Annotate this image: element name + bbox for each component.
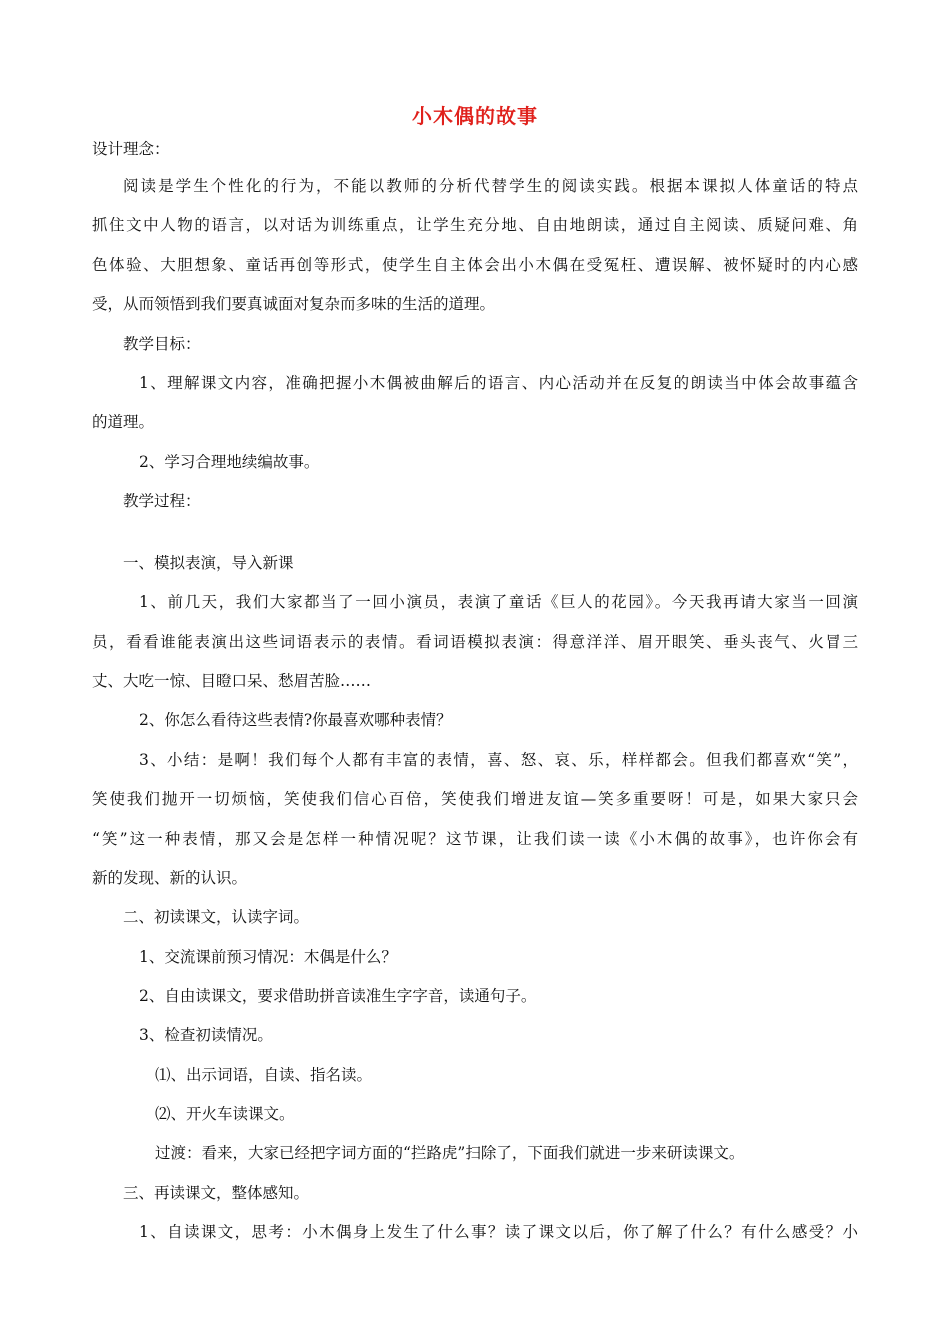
paragraph-line: 2、学习合理地续编故事。 [139,453,320,471]
paragraph-line: 1、自读课文，思考：小木偶身上发生了什么事？读了课文以后，你了解了什么？有什么感受？小 [139,1223,858,1241]
paragraph-line: 2、自由读课文，要求借助拼音读准生字字音，读通句子。 [139,987,537,1005]
paragraph-line: ⑴、出示词语，自读、指名读。 [155,1066,373,1084]
paragraph-line: 1、前几天，我们大家都当了一回小演员，表演了童话《巨人的花园》。今天我再请大家当一回演 [139,593,858,611]
document-title: 小木偶的故事 [412,104,538,128]
paragraph-line: 丈、大吃一惊、目瞪口呆、愁眉苦脸…… [92,672,372,690]
paragraph-line: 员，看看谁能表演出这些词语表示的表情。看词语模拟表演：得意洋洋、眉开眼笑、垂头丧气、火冒三 [92,633,858,651]
paragraph-line: 色体验、大胆想象、童话再创等形式，使学生自主体会出小木偶在受冤枉、遭误解、被怀疑时的内心感 [92,256,858,274]
paragraph-line: ⑵、开火车读课文。 [155,1105,295,1123]
section-heading-two: 二、初读课文，认读字词。 [123,908,310,926]
section-heading-three: 三、再读课文，整体感知。 [123,1184,310,1202]
paragraph-line: 阅读是学生个性化的行为，不能以教师的分析代替学生的阅读实践。根据本课拟人体童话的特点 [123,177,858,195]
paragraph-line: 抓住文中人物的语言，以对话为训练重点，让学生充分地、自由地朗读，通过自主阅读、质疑问难、角 [92,216,858,234]
section-heading-process: 教学过程： [123,492,201,510]
section-heading-one: 一、模拟表演，导入新课 [123,554,294,572]
paragraph-line: 3、小结：是啊！我们每个人都有丰富的表情，喜、怒、哀、乐，样样都会。但我们都喜欢“笑”， [139,751,858,769]
paragraph-line: 1、交流课前预习情况：木偶是什么？ [139,948,397,966]
paragraph-line: 3、检查初读情况。 [139,1026,273,1044]
paragraph-line: 2、你怎么看待这些表情?你最喜欢哪种表情？ [139,711,452,729]
paragraph-line: 的道理。 [92,413,155,431]
paragraph-line: 新的发现、新的认识。 [92,869,248,887]
paragraph-line: “笑”这一种表情，那又会是怎样一种情况呢？这节课，让我们读一读《小木偶的故事》，也许你会有 [92,830,858,848]
paragraph-line: 受，从而领悟到我们要真诚面对复杂而多味的生活的道理。 [92,295,496,313]
paragraph-line: 1、理解课文内容，准确把握小木偶被曲解后的语言、内心活动并在反复的朗读当中体会故事蕴含 [139,374,858,392]
section-heading-goals: 教学目标： [123,335,201,353]
paragraph-line: 笑使我们抛开一切烦恼，笑使我们信心百倍，笑使我们增进友谊—笑多重要呀！可是，如果大家只会 [92,790,858,808]
section-heading-design: 设计理念： [92,140,170,158]
paragraph-line: 过渡：看来，大家已经把字词方面的“拦路虎”扫除了，下面我们就进一步来研读课文。 [155,1144,745,1162]
